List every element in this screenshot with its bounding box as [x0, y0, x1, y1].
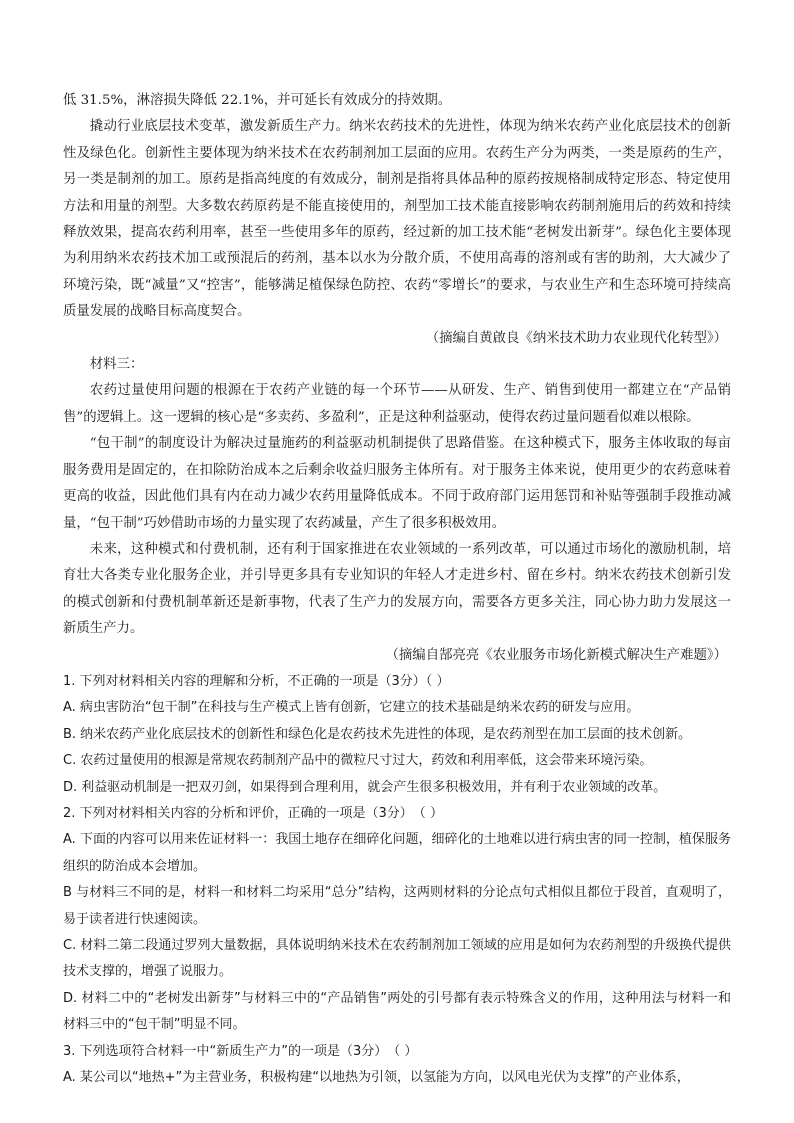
question-1-option-c: C. 农药过量使用的根源是常规农药制剂产品中的微粒尺寸过大，药效和利用率低，这会带来环境污染。: [63, 753, 653, 769]
material3-source: （摘编自郜亮亮《农业服务市场化新模式解决生产难题》）: [385, 647, 727, 663]
question-2-option-d: D. 材料二中的“老树发出新芽”与材料三中的“产品销售”两处的引号都有表示特殊含义的作用，这种用法与材料一和材料三中的“包干制”明显不同。: [63, 990, 731, 1033]
question-1-option-d: D. 利益驱动机制是一把双刃剑，如果得到合理利用，就会产生很多积极效用，并有利于农业领域的改革。: [63, 779, 667, 795]
material2-tail: 低 31.5%，淋溶损失降低 22.1%，并可延长有效成分的持效期。: [63, 93, 452, 108]
material3-paragraph-1: 农药过量使用问题的根源在于农药产业链的每一个环节——从研发、生产、销售到使用一都建立在“产品销售”的逻辑上。这一逻辑的核心是“多卖药、多盈利”，正是这种利益驱动，使得农药过量问题看似难以根除。: [63, 383, 731, 425]
material3-paragraph-3: 未来，这种模式和付费机制，还有利于国家推进在农业领域的一系列改革，可以通过市场化的激励机制，培育壮大各类专业化服务企业，并引导更多具有专业知识的年轻人才走进乡村、留在乡村。纳米农药技术创新引发的模式创新和付费机制革新还是新事物，代表了生产力的发展方向，需要各方更多关注，同心协力助力发展这一新质生产力。: [63, 541, 731, 637]
question-2-option-a: A. 下面的内容可以用来佐证材料一：我国土地存在细碎化问题，细碎化的土地难以进行病虫害的同一控制，植保服务组织的防治成本会增加。: [63, 832, 731, 874]
question-2-option-c: C. 材料二第二段通过罗列大量数据，具体说明纳米技术在农药制剂加工领域的应用是如何为农药剂型的升级换代提供技术支撑的，增强了说服力。: [63, 938, 731, 980]
question-2-option-b: B 与材料三不同的是，材料一和材料二均采用“总分”结构，这两则材料的分论点句式相似且都位于段首，直观明了，易于读者进行快速阅读。: [63, 885, 731, 927]
material3-paragraph-2: “包干制”的制度设计为解决过量施药的利益驱动机制提供了思路借鉴。在这种模式下，服务主体收取的每亩服务费用是固定的，在扣除防治成本之后剩余收益归服务主体所有。对于服务主体来说，使用更少的农药意味着更高的收益，因此他们具有内在动力减少农药用量降低成本。不同于政府部门运用惩罚和补贴等强制手段推动减量，“包干制”巧妙借助市场的力量实现了农药减量，产生了很多积极效用。: [63, 436, 731, 531]
question-2-stem: 2. 下列对材料相关内容的分析和评价，正确的一项是（3分） （ ）: [63, 805, 443, 821]
question-3-stem: 3. 下列选项符合材料一中“新质生产力”的一项是（3分） （ ）: [63, 1043, 418, 1059]
material2-paragraph: 撬动行业底层技术变革，激发新质生产力。纳米农药技术的先进性，体现为纳米农药产业化底层技术的创新性及绿色化。创新性主要体现为纳米技术在农药制剂加工层面的应用。农药生产分为两类，一类是原药的生产，另一类是制剂的加工。原药是指高纯度的有效成分，制剂是指将具体品种的原药按规格制成特定形态、特定使用方法和用量的剂型。大多数农药原药是不能直接使用的，剂型加工技术能直接影响农药制剂施用后的药效和持续释放效果，提高农药利用率，甚至一些使用多年的原药，经过新的加工技术能“老树发出新芽”。绿色化主要体现为利用纳米农药技术加工或预混后的药剂，基本以水为分散介质，不使用高毒的溶剂或有害的助剂，大大减少了环境污染，既“减量”又“控害”，能够满足植保绿色防控、农药“零增长”的要求，与农业生产和生态环境可持续高质量发展的战略目标高度契合。: [63, 119, 731, 320]
question-1-option-b: B. 纳米农药产业化底层技术的创新性和绿色化是农药技术先进性的体现，是农药剂型在加工层面的技术创新。: [63, 726, 692, 742]
material3-label: 材料三：: [89, 357, 144, 373]
question-3-option-a: A. 某公司以“地热+”为主营业务，积极构建“以地热为引领，以氢能为方向，以风电光伏为支撑”的产业体系，: [63, 1070, 690, 1086]
material2-source: （摘编自黄啟良《纳米技术助力农业现代化转型》）: [425, 330, 727, 346]
question-1-option-a: A. 病虫害防治“包干制”在科技与生产模式上皆有创新，它建立的技术基础是纳米农药的研发与应用。: [63, 700, 640, 716]
document-body: [63, 88, 731, 1091]
question-1-stem: 1. 下列对材料相关内容的理解和分析，不正确的一项是（3分）（ ）: [63, 673, 450, 689]
